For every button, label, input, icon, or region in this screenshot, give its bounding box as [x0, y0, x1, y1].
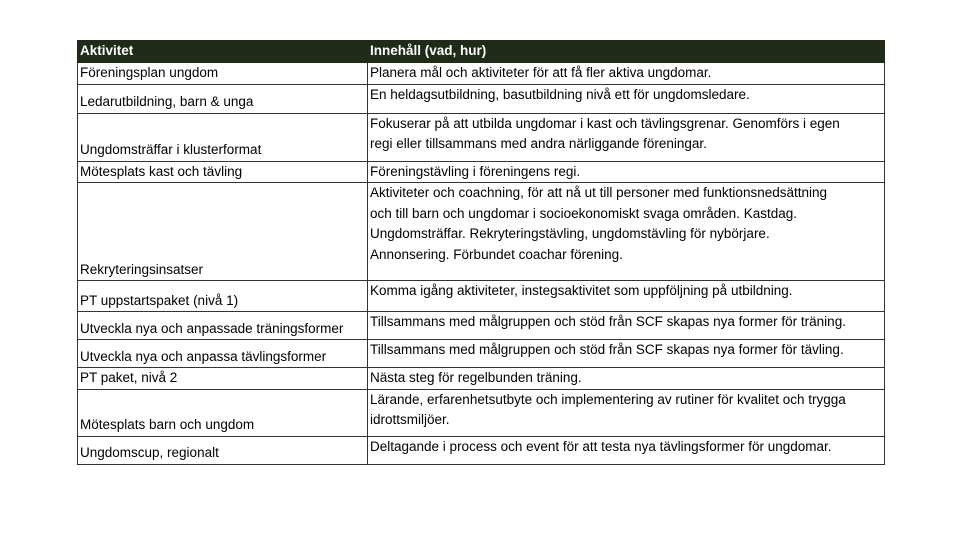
activity-cell: Utveckla nya och anpassade träningsformer	[78, 312, 368, 340]
content-cell	[368, 62, 885, 84]
header-activity: Aktivitet	[78, 41, 368, 63]
activity-cell: Mötesplats kast och tävling	[78, 161, 368, 183]
content-cell	[368, 368, 885, 390]
content-cell	[368, 161, 885, 183]
table-row	[78, 62, 885, 84]
content-cell	[368, 84, 885, 113]
content-cell	[368, 281, 885, 312]
table-row	[78, 312, 885, 340]
header-content: Innehåll (vad, hur)	[368, 41, 885, 63]
table-row	[78, 281, 885, 312]
content-cell	[368, 389, 885, 436]
content-line: Komma igång aktiviteter, instegsaktivitet som uppföljning på utbildning.	[370, 283, 793, 298]
content-line: Nästa steg för regelbunden träning.	[370, 370, 582, 385]
activity-cell: Rekryteringsinsatser	[78, 183, 368, 281]
content-line: Planera mål och aktiviteter för att få fler aktiva ungdomar.	[370, 64, 712, 80]
activity-cell: Ledarutbildning, barn & unga	[78, 84, 368, 113]
content-line: Deltagande i process och event för att testa nya tävlingsformer för ungdomar.	[370, 438, 832, 454]
table-header-row	[78, 41, 885, 63]
activity-cell: Mötesplats barn och ungdom	[78, 389, 368, 436]
content-line: Tillsammans med målgruppen och stöd från SCF skapas nya former för träning.	[370, 314, 846, 329]
content-cell	[368, 436, 885, 464]
table-row	[78, 183, 885, 281]
table-row	[78, 84, 885, 113]
activity-cell: Ungdomscup, regionalt	[78, 436, 368, 464]
content-line: Tillsammans med målgruppen och stöd från SCF skapas nya former för tävling.	[370, 342, 844, 357]
activity-cell: PT paket, nivå 2	[78, 368, 368, 390]
table-row	[78, 113, 885, 161]
activity-cell: Föreningsplan ungdom	[78, 62, 368, 84]
content-line: Ungdomsträffar. Rekryteringstävling, ungdomstävling för nybörjare.	[370, 226, 770, 241]
table-row	[78, 436, 885, 464]
content-line: idrottsmiljöer.	[370, 412, 450, 427]
content-cell	[368, 340, 885, 368]
content-line: regi eller tillsammans med andra närliggande föreningar.	[370, 136, 707, 151]
activity-table	[77, 40, 885, 465]
activity-cell: Utveckla nya och anpassa tävlingsformer	[78, 340, 368, 368]
content-cell	[368, 183, 885, 281]
content-cell	[368, 113, 885, 161]
content-line: Lärande, erfarenhetsutbyte och implementering av rutiner för kvalitet och trygga	[370, 391, 846, 407]
content-line: och till barn och ungdomar i socioekonomiskt svaga områden. Kastdag.	[370, 205, 797, 221]
table-row	[78, 340, 885, 368]
activity-cell: PT uppstartspaket (nivå 1)	[78, 281, 368, 312]
table-row	[78, 161, 885, 183]
content-line: Fokuserar på att utbilda ungdomar i kast och tävlingsgrenar. Genomförs i egen	[370, 115, 840, 131]
table-row	[78, 389, 885, 436]
content-line: Föreningstävling i föreningens regi.	[370, 163, 581, 179]
table-row	[78, 368, 885, 390]
content-cell	[368, 312, 885, 340]
table-body	[78, 62, 885, 464]
content-line: Aktiviteter och coachning, för att nå ut till personer med funktionsnedsättning	[370, 185, 828, 200]
content-line: Annonsering. Förbundet coachar förening.	[370, 246, 623, 262]
activity-cell: Ungdomsträffar i klusterformat	[78, 113, 368, 161]
content-line: En heldagsutbildning, basutbildning nivå ett för ungdomsledare.	[370, 86, 750, 102]
